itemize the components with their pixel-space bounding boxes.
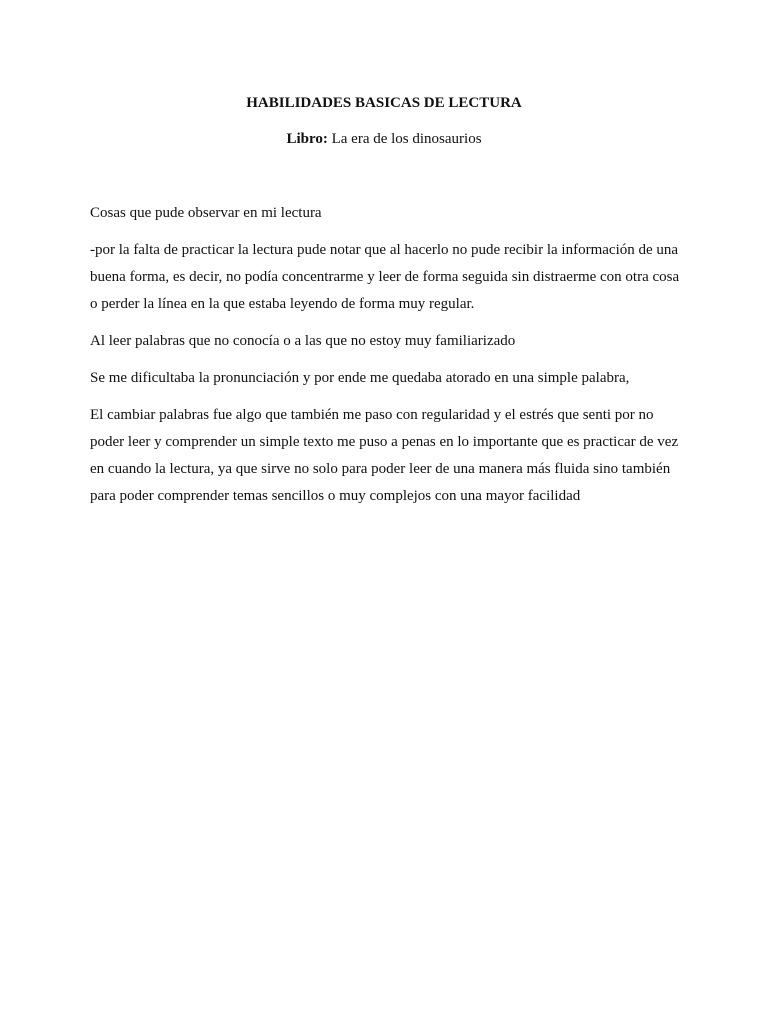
document-title: HABILIDADES BASICAS DE LECTURA	[246, 95, 522, 111]
paragraph-pronunciation: Se me dificultaba la pronunciación y por ende me quedaba atorado en una simple palabra,	[90, 370, 630, 386]
document-body	[90, 200, 690, 520]
book-title: La era de los dinosaurios	[331, 131, 482, 147]
book-label: Libro:	[286, 131, 328, 147]
paragraph-unknown-words: Al leer palabras que no conocía o a las que no estoy muy familiarizado	[90, 333, 516, 349]
book-line	[0, 129, 768, 149]
paragraph-practice: -por la falta de practicar la lectura pude notar que al hacerlo no pude recibir la información de una buena forma, es decir, no podía concentrarme y leer de forma seguida sin distraerme con otra cosa o perder la línea en la que estaba leyendo de forma muy regular.	[90, 242, 680, 312]
paragraph-intro: Cosas que pude observar en mi lectura	[90, 205, 322, 221]
paragraph-conclusion: El cambiar palabras fue algo que también me paso con regularidad y el estrés que senti por no poder leer y comprender un simple texto me puso a penas en lo importante que es practicar de vez en cuando la lectura, ya que sirve no solo para poder leer de una manera más fluida sino también para poder comprender temas sencillos o muy complejos con una mayor facilidad	[90, 407, 679, 504]
